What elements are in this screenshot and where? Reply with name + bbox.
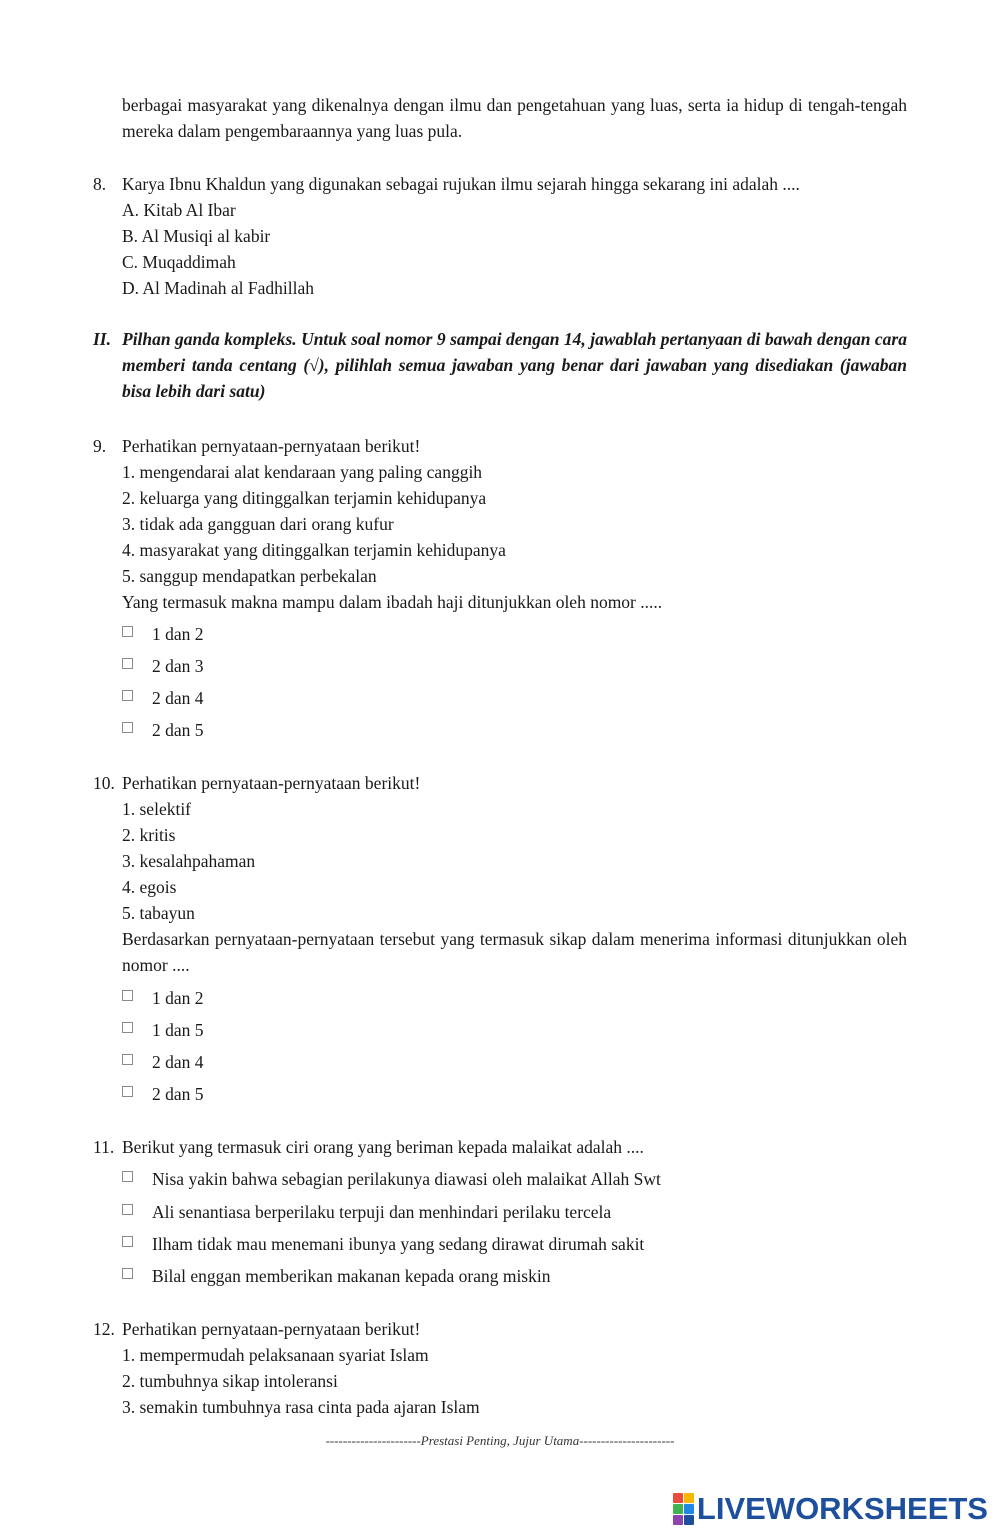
q11-option-label: Ilham tidak mau menemani ibunya yang sedang dirawat dirumah sakit (152, 1234, 645, 1254)
section-2-text: Pilhan ganda kompleks. Untuk soal nomor 9 sampai dengan 14, jawablah pertanyaan di bawah dengan cara memberi tanda centang (√), pilihlah semua jawaban yang benar dari jawaban yang disediakan (jawaban bisa lebih dari satu) (122, 329, 907, 401)
checkbox[interactable] (122, 722, 133, 733)
q9-number: 9. (93, 436, 107, 456)
logo-mark-cell (684, 1515, 694, 1525)
logo-mark-cell (673, 1504, 683, 1514)
q9-statement: 5. sanggup mendapatkan perbekalan (122, 566, 377, 586)
logo-mark-cell (684, 1504, 694, 1514)
q12-text: Perhatikan pernyataan-pernyataan berikut! (122, 1319, 421, 1339)
q9-option-label: 2 dan 3 (152, 656, 204, 676)
q8-option-c: C. Muqaddimah (122, 252, 236, 272)
logo-mark-cell (673, 1515, 683, 1525)
q10-statement: 1. selektif (122, 799, 192, 819)
q8-text: Karya Ibnu Khaldun yang digunakan sebagai rujukan ilmu sejarah hingga sekarang ini adalah .... (122, 174, 800, 194)
q9-statement: 1. mengendarai alat kendaraan yang paling canggih (122, 462, 483, 482)
checkbox[interactable] (122, 1204, 133, 1215)
logo-text: LIVEWORKSHEETS (696, 1491, 988, 1526)
checkbox[interactable] (122, 1268, 133, 1279)
q11-option-label: Ali senantiasa berperilaku terpuji dan menhindari perilaku tercela (152, 1202, 612, 1222)
checkbox[interactable] (122, 690, 133, 701)
q10-statement: 3. kesalahpahaman (122, 851, 256, 871)
q10-number: 10. (93, 773, 115, 793)
q11-text: Berikut yang termasuk ciri orang yang beriman kepada malaikat adalah .... (122, 1137, 644, 1157)
checkbox[interactable] (122, 1086, 133, 1097)
q8-number: 8. (93, 174, 107, 194)
q10-option-label: 1 dan 2 (152, 988, 204, 1008)
checkbox[interactable] (122, 658, 133, 669)
q12-statement: 2. tumbuhnya sikap intoleransi (122, 1371, 338, 1391)
q8-option-a: A. Kitab Al Ibar (122, 200, 236, 220)
q10-statement: 4. egois (122, 877, 177, 897)
section-2-instructions (93, 326, 907, 404)
q9-statement: 3. tidak ada gangguan dari orang kufur (122, 514, 394, 534)
q9-prompt: Yang termasuk makna mampu dalam ibadah haji ditunjukkan oleh nomor ..... (122, 592, 663, 612)
logo-mark-cell (684, 1493, 694, 1503)
q9-option-label: 1 dan 2 (152, 624, 204, 644)
checkbox[interactable] (122, 626, 133, 637)
logo-mark-icon (673, 1493, 694, 1525)
q11-option-label: Bilal enggan memberikan makanan kepada orang miskin (152, 1266, 551, 1286)
checkbox[interactable] (122, 1054, 133, 1065)
q9-option-label: 2 dan 4 (152, 688, 204, 708)
q8-option-b: B. Al Musiqi al kabir (122, 226, 271, 246)
q12-statement: 3. semakin tumbuhnya rasa cinta pada ajaran Islam (122, 1397, 480, 1417)
intro-paragraph: berbagai masyarakat yang dikenalnya dengan ilmu dan pengetahuan yang luas, serta ia hidup di tengah-tengah mereka dalam pengembaraannya yang luas pula. (122, 95, 907, 141)
checkbox[interactable] (122, 1022, 133, 1033)
q9-statement: 4. masyarakat yang ditinggalkan terjamin kehidupanya (122, 540, 506, 560)
q10-prompt: Berdasarkan pernyataan-pernyataan tersebut yang termasuk sikap dalam menerima informasi ditunjukkan oleh nomor .... (122, 929, 907, 975)
page-footer: ----------------------Prestasi Penting, Jujur Utama---------------------- (325, 1433, 675, 1448)
q9-option-label: 2 dan 5 (152, 720, 204, 740)
q10-text: Perhatikan pernyataan-pernyataan berikut! (122, 773, 421, 793)
q10-statement: 5. tabayun (122, 903, 195, 923)
q12-statement: 1. mempermudah pelaksanaan syariat Islam (122, 1345, 429, 1365)
q10-statement: 2. kritis (122, 825, 176, 845)
q12-number: 12. (93, 1319, 115, 1339)
section-2-roman: II. (93, 329, 111, 349)
checkbox[interactable] (122, 1236, 133, 1247)
q10-option-label: 1 dan 5 (152, 1020, 204, 1040)
q9-text: Perhatikan pernyataan-pernyataan berikut! (122, 436, 421, 456)
logo-mark-cell (673, 1493, 683, 1503)
q10-option-label: 2 dan 5 (152, 1084, 204, 1104)
checkbox[interactable] (122, 990, 133, 1001)
q10-option-label: 2 dan 4 (152, 1052, 204, 1072)
q9-statement: 2. keluarga yang ditinggalkan terjamin kehidupanya (122, 488, 487, 508)
liveworksheets-logo[interactable] (673, 1492, 988, 1526)
q11-option-label: Nisa yakin bahwa sebagian perilakunya diawasi oleh malaikat Allah Swt (152, 1169, 661, 1189)
checkbox[interactable] (122, 1171, 133, 1182)
q11-number: 11. (93, 1137, 115, 1157)
q8-option-d: D. Al Madinah al Fadhillah (122, 278, 314, 298)
